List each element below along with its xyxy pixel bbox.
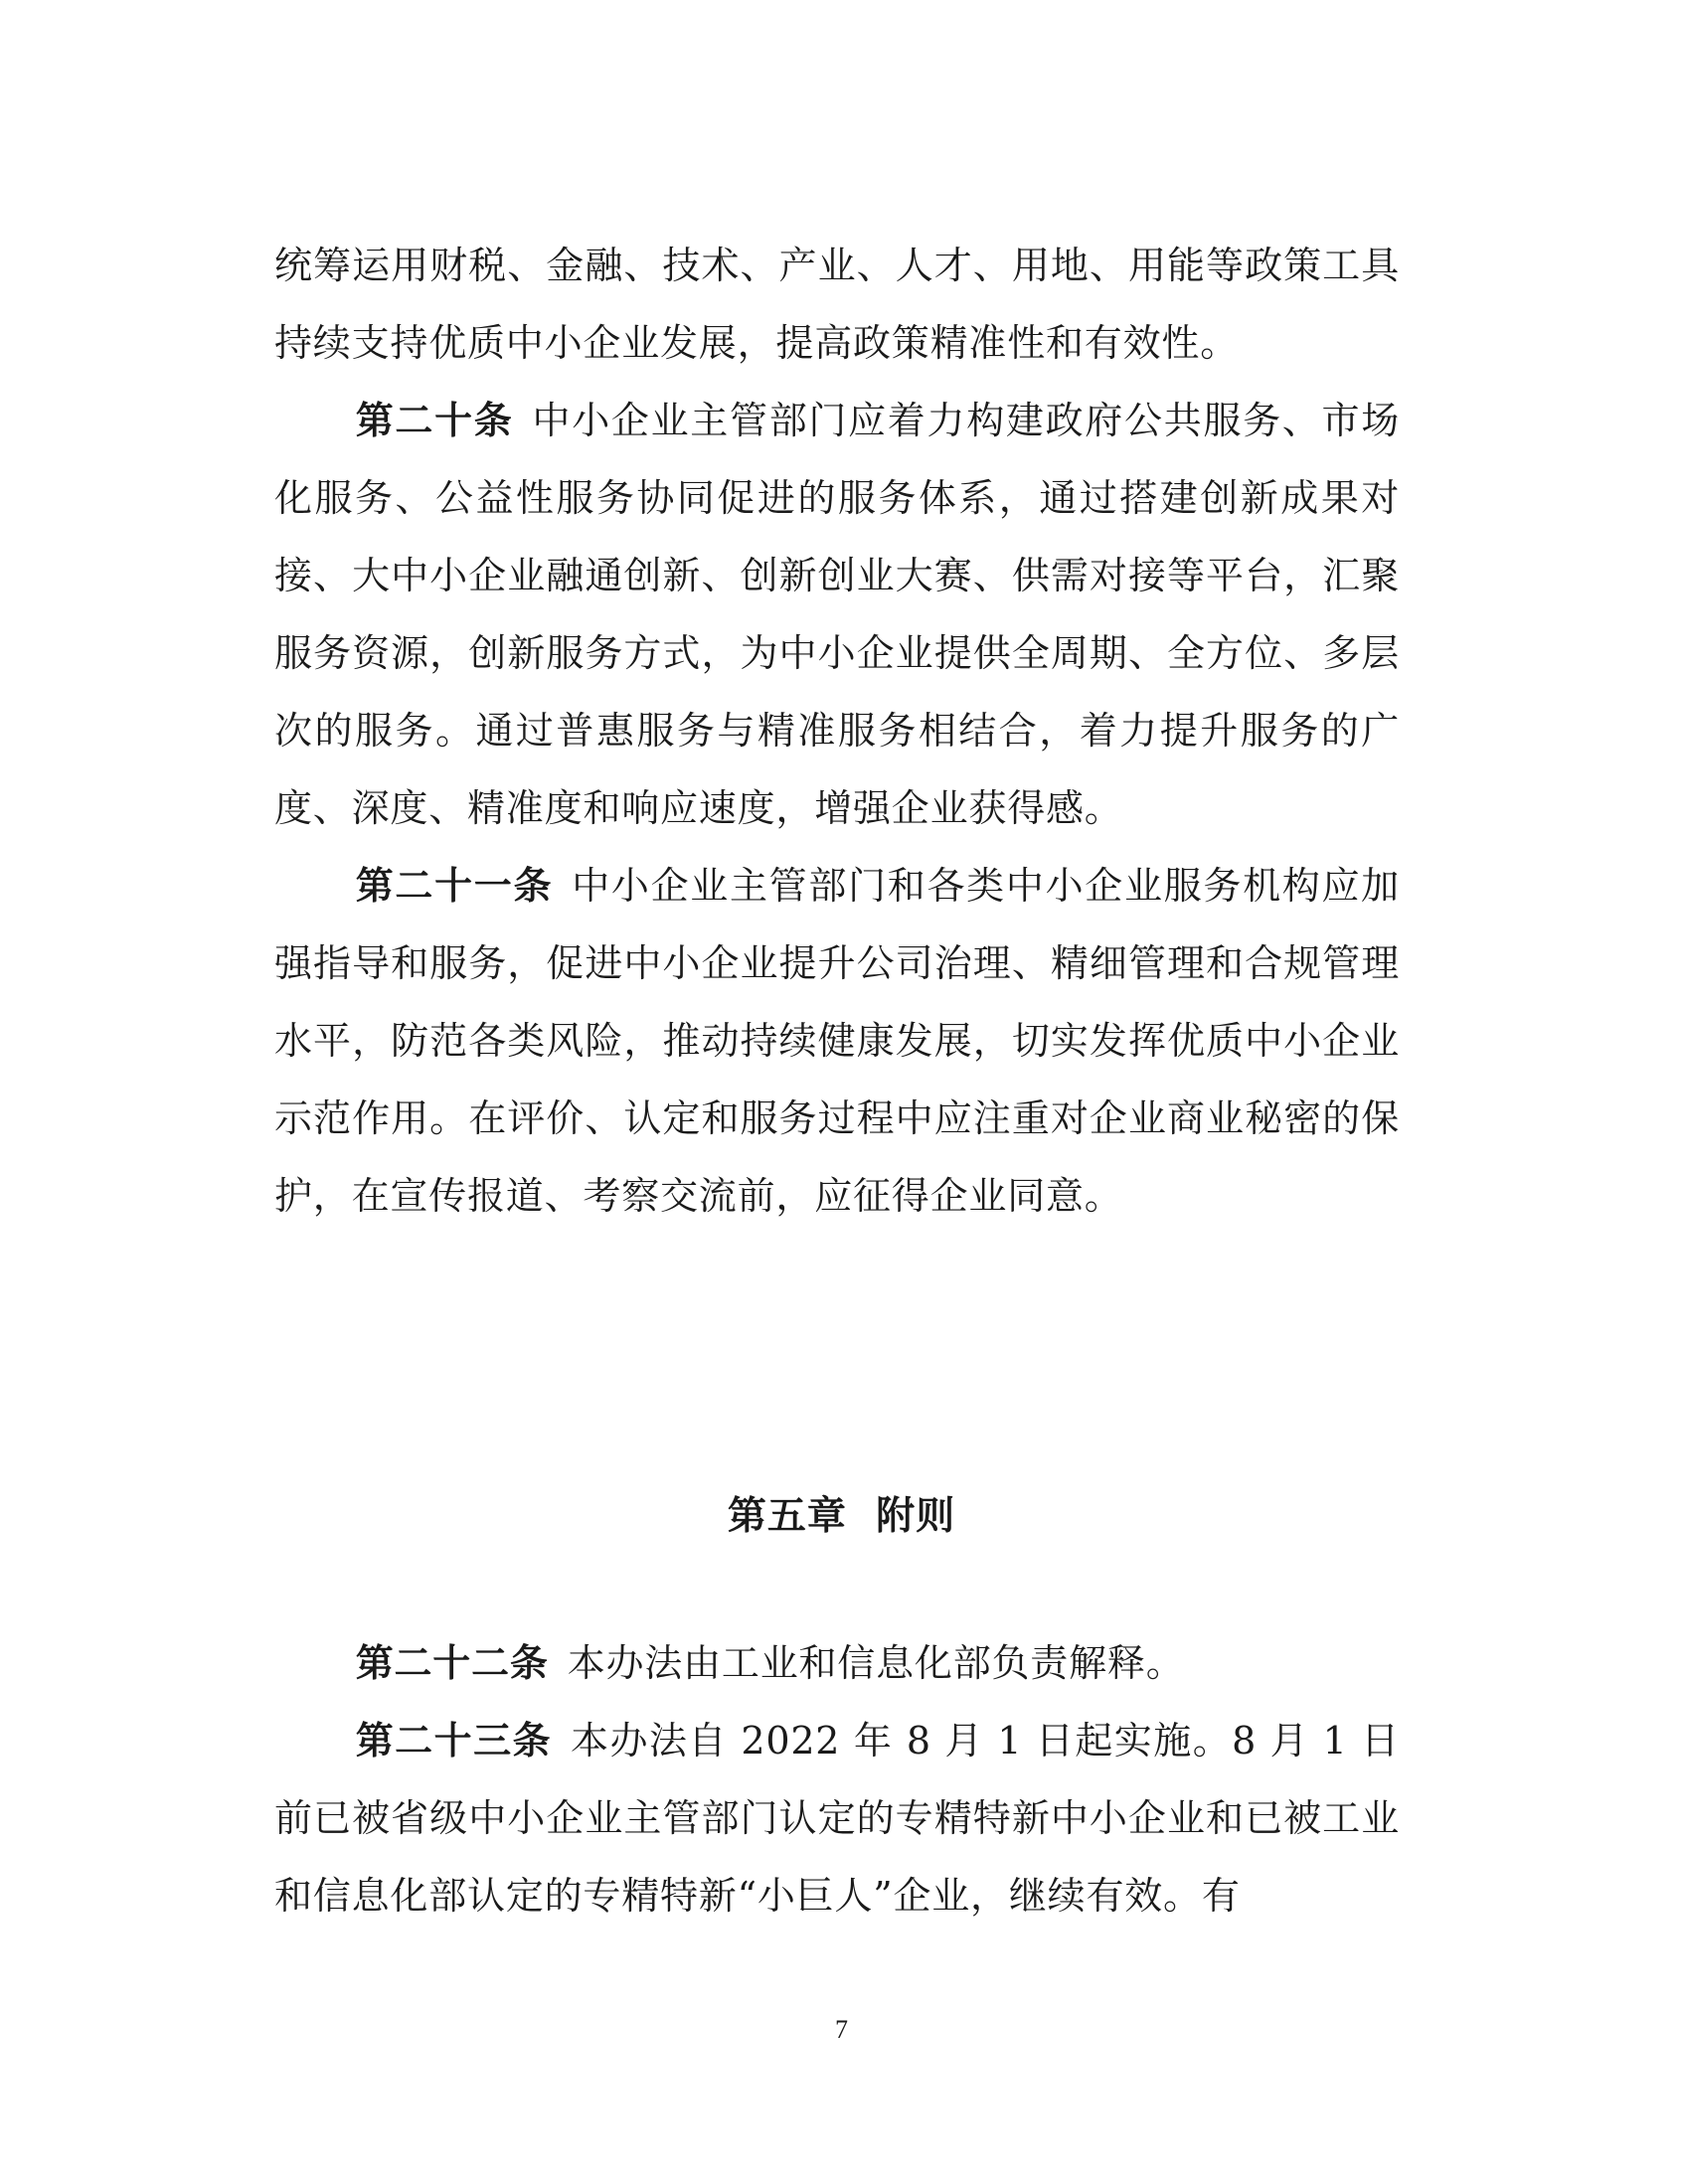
chapter-heading: 第五章 附则 <box>727 1494 956 1539</box>
article-22-paragraph <box>274 1624 1400 1702</box>
continuation-paragraph: 统筹运用财税、金融、技术、产业、人才、用地、用能等政策工具持续支持优质中小企业发展，提高政策精准性和有效性。 <box>274 244 1400 365</box>
article-21-label: 第二十一条 <box>355 864 554 908</box>
lower-text-block <box>274 1624 1400 1934</box>
article-21-text: 中小企业主管部门和各类中小企业服务机构应加强指导和服务，促进中小企业提升公司治理、精细管理和合规管理水平，防范各类风险，推动持续健康发展，切实发挥优质中小企业示范作用。在评价、认定和服务过程中应注重对企业商业秘密的保护，在宣传报道、考察交流前，应征得企业同意。 <box>274 864 1400 1218</box>
upper-text-block <box>274 227 1400 1235</box>
article-23-text: 本办法自 2022 年 8 月 1 日起实施。8 月 1 日前已被省级中小企业主管部门认定的专精特新中小企业和已被工业和信息化部认定的专精特新“小巨人”企业，继续有效。有 <box>274 1719 1400 1918</box>
article-22-label: 第二十二条 <box>355 1641 549 1685</box>
article-21-paragraph <box>274 847 1400 1235</box>
article-23-label: 第二十三条 <box>355 1719 552 1763</box>
article-20-label: 第二十条 <box>355 399 514 442</box>
page-number: 7 <box>835 2015 848 2044</box>
article-22-text: 本办法由工业和信息化部负责解释。 <box>567 1641 1185 1685</box>
article-20-paragraph <box>274 382 1400 847</box>
article-23-paragraph <box>274 1702 1400 1934</box>
article-20-text: 中小企业主管部门应着力构建政府公共服务、市场化服务、公益性服务协同促进的服务体系，通过搭建创新成果对接、大中小企业融通创新、创新创业大赛、供需对接等平台，汇聚服务资源，创新服务方式，为中小企业提供全周期、全方位、多层次的服务。通过普惠服务与精准服务相结合，着力提升服务的广度、深度、精准度和响应速度，增强企业获得感。 <box>274 399 1401 830</box>
